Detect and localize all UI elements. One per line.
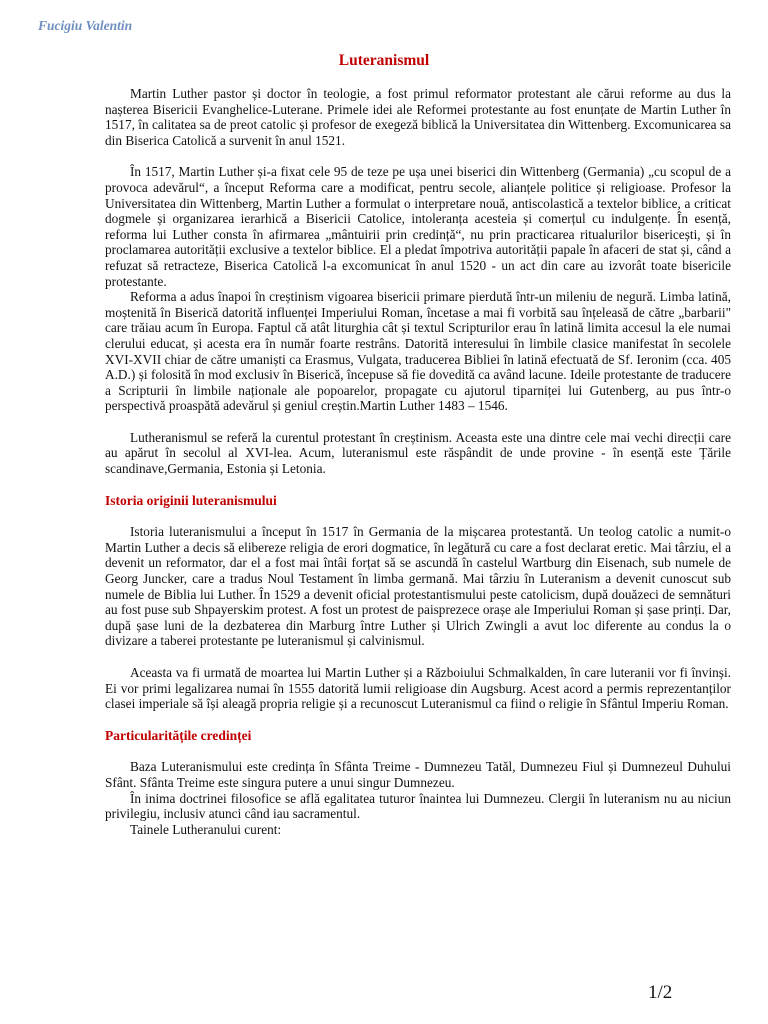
paragraph: Reforma a adus înapoi în creștinism vigoarea bisericii primare pierdută într-un mileniu de negură. Limba latină, moștenită în Biserică datorită influenței Imperiului Roman, încetase a mai fi vorbită sau înțeleasă de către „barbarii" care trăiau acum în Europa. Faptul că atât liturghia cât și textul Scripturilor erau în latină limita accesul la ele numai clerului educat, și acesta era în număr foarte restrâns. Datorită interesului în limbile clasice manifestat în secolele XVI-XVII chiar de către umaniști ca Erasmus, Vulgata, traducerea Bibliei în latină efectuată de Sf. Ieronim (cca. 405 A.D.) și folosită în mod exclusiv în Biserică, începuse să fie dovedită ca având lacune. Ideile protestante de traducere a Scripturii în limbile naționale ale popoarelor, propagate cu ajutorul tiparniței lui Gutenberg, au pus într-o perspectivă proaspătă adevărul și geniul creștin.Martin Luther 1483 – 1546. [105,289,731,414]
header-author: Fucigiu Valentin [38,18,133,33]
paragraph: Aceasta va fi urmată de moartea lui Martin Luther și a Războiului Schmalkalden, în care luteranii vor fi învinși. Ei vor primi legalizarea numai în 1555 datorită lumii religioase din Augsburg. Acest acord a permis reprezentanților clasei imperiale să își aleagă propria religie și a recunoscut Luteranismul ca fiind o religie în Sfântul Imperiu Roman. [105,665,731,712]
section-title-beliefs: Particularitățile credinței [105,727,252,743]
document-body [105,86,731,837]
section-title-history: Istoria originii luteranismului [105,492,277,508]
paragraph: Istoria luteranismului a început în 1517 în Germania de la mișcarea protestantă. Un teolog catolic a numit-o Martin Luther a decis să elibereze religia de erori dogmatice, în legătură cu care a fost declarat eretic. Mai târziu, el a devenit un reformator, dar el a fost mai întâi forțat să se ascundă în castelul Wartburg din Eisenach, sub numele de Georg Juncker, care a tradus Noul Testament în limba germană. Mai târziu în Luteranism a devenit cunoscut sub numele de Biblia lui Luther. În 1529 a devenit oficial protestantismului peste catolicism, după douăzeci de semnături au fost puse sub Shpayerskim protest. A fost un protest de paisprezece orașe ale Imperiului Roman și șase prinți. Dar, după șase luni de la dezbaterea din Marburg între Luther și Ulrich Zwingli a avut loc diferente au condus la o divizare a taberei protestante pe luteranismul și calvinismul. [105,524,731,649]
document-title: Luteranismul [338,52,430,69]
paragraph: Tainele Lutheranului curent: [130,821,282,837]
paragraph: Baza Luteranismului este credința în Sfânta Treime - Dumnezeu Tatăl, Dumnezeu Fiul și Dumnezeul Duhului Sfânt. Sfânta Treime este singura putere a unui singur Dumnezeu. [105,759,731,790]
paragraph: Lutheranismul se referă la curentul protestant în creștinism. Aceasta este una dintre cele mai vechi direcții care au apărut în secolul al XVI-lea. Acum, luteranismul este răspândit de unde provine - în esență este Țările scandinave,Germania, Estonia și Letonia. [105,429,731,477]
paragraph: În inima doctrinei filosofice se află egalitatea tuturor înaintea lui Dumnezeu. Clergii în luteranism nu au niciun privilegiu, inclusiv atunci când iau sacramentul. [105,790,731,822]
paragraph: Martin Luther pastor și doctor în teologie, a fost primul reformator protestant ale cărui reforme au dus la nașterea Bisericii Evanghelice-Luterane. Primele idei ale Reformei protestante au fost enunțate de Martin Luther în 1517, în calitatea sa de preot catolic și profesor de exegeză biblică la Universitatea din Wittenberg. Excomunicarea sa din Biserica Catolică a survenit în anul 1521. [105,86,731,148]
page-number: 1/2 [648,982,673,1003]
paragraph: În 1517, Martin Luther și-a fixat cele 95 de teze pe ușa unei biserici din Wittenberg (Germania) „cu scopul de a provoca adevărul“, a început Reforma care a modificat, pentru secole, alianțele politice și religioase. Profesor la Universitatea din Wittenberg, Martin Luther a formulat o interpretare nouă, antiscolastică a textelor biblice, a criticat dogmele și organizarea ierarhică a Bisericii Catolice, intoleranța acesteia și comerțul cu indulgențe. În esență, reforma lui Luther consta în afirmarea „mântuirii prin credință“, nu prin practicarea ritualurilor bisericești, și în proclamarea autorității exclusive a textelor biblice. El a pledat împotriva autorității papale în afaceri de stat și, când a refuzat să retracteze, Biserica Catolică l-a excomunicat în anul 1520 - un act din care au izvorât toate bisericile protestante. [105,164,731,289]
